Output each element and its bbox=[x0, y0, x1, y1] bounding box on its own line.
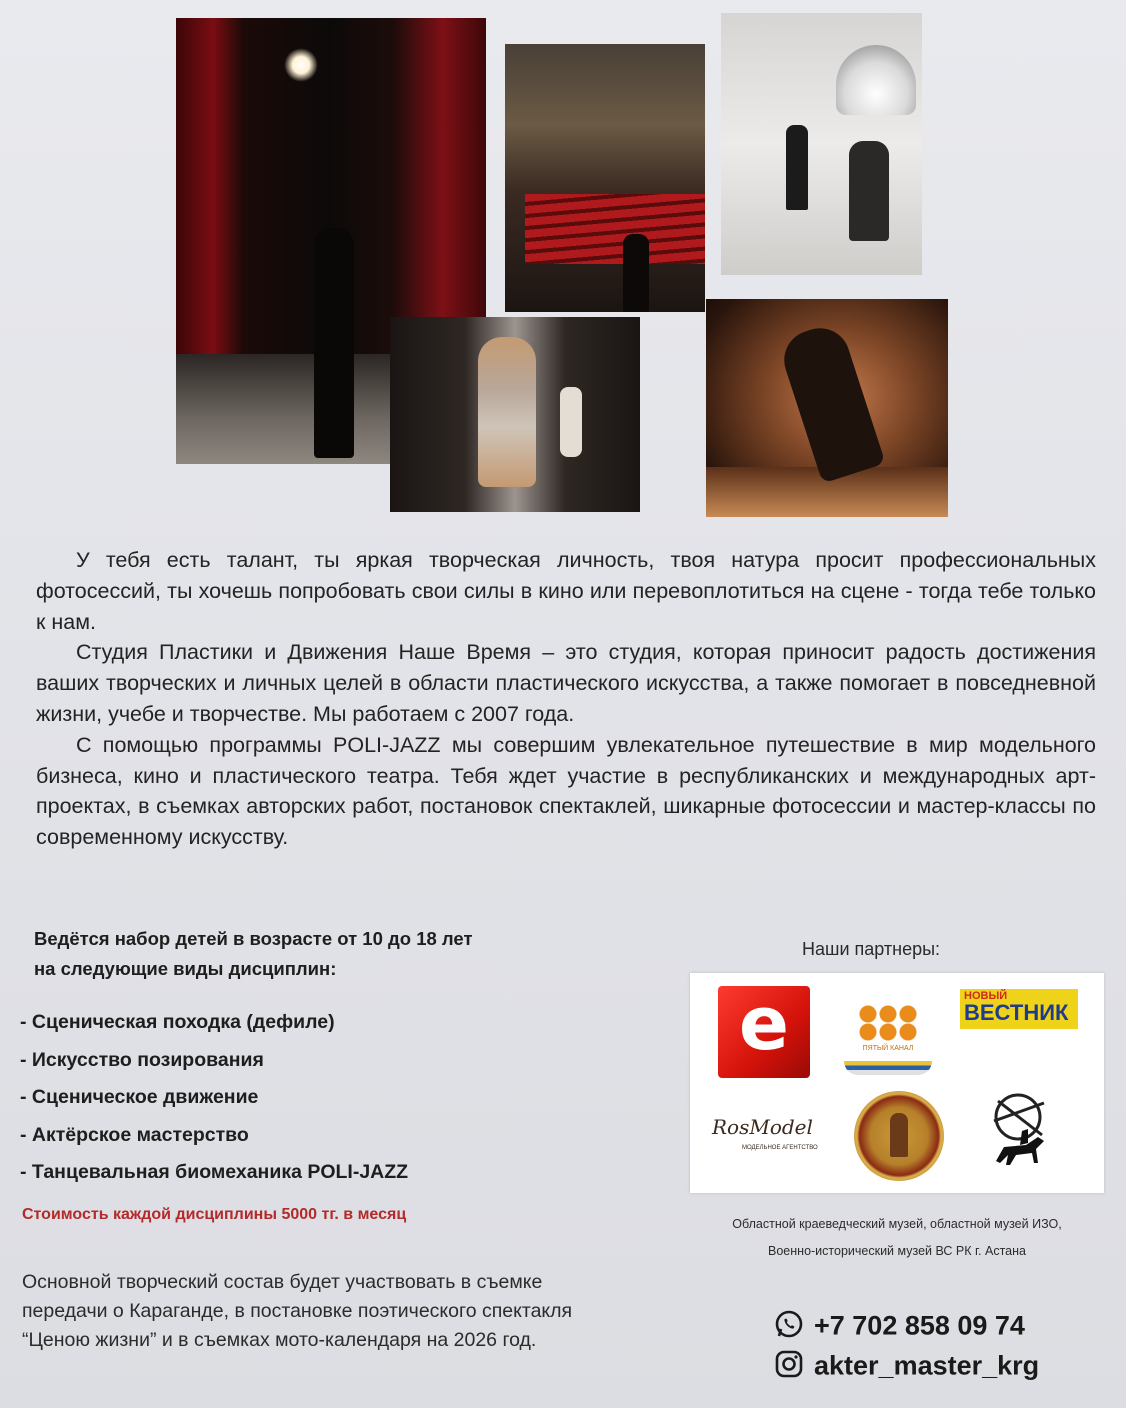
photo-runway-model bbox=[390, 317, 640, 512]
phone-contact[interactable] bbox=[774, 1309, 1025, 1346]
spotlight bbox=[284, 48, 318, 82]
museum-statue-icon bbox=[890, 1113, 908, 1157]
museum-caption-line-1: Областной краеведческий музей, областной музей ИЗО, bbox=[732, 1217, 1062, 1231]
novy-vestnik-main: ВЕСТНИК bbox=[964, 1000, 1069, 1025]
channel-e-logo bbox=[718, 981, 810, 1078]
five-channel-dots bbox=[858, 1005, 918, 1041]
performer-silhouette bbox=[314, 228, 354, 458]
list-item: - Сценическое движение bbox=[20, 1086, 259, 1108]
enrollment-heading bbox=[34, 924, 654, 984]
novy-vestnik-logo bbox=[960, 989, 1078, 1029]
instagram-contact[interactable] bbox=[774, 1349, 1039, 1386]
enrollment-line-1: Ведётся набор детей в возрасте от 10 до 18 лет bbox=[34, 928, 473, 949]
theatre-seats bbox=[525, 194, 705, 264]
rosmodel-logo bbox=[712, 1111, 822, 1157]
photo-theatre-hall bbox=[505, 44, 705, 312]
runway-model-back bbox=[560, 387, 582, 457]
performance-note: Основной творческий состав будет участвовать в съемке передачи о Караганде, в постановке поэтического спектакля “Ценою жизни” и в съемках мото-календаря на 2026 год. bbox=[22, 1271, 573, 1351]
intro-paragraph-2: Студия Пластики и Движения Наше Время – это студия, которая приносит радость достижения ваших творческих и личных целей в области пластического искусства, а также помогает в повседневной жизни, учебе и творчестве. Мы работаем с 2007 года. bbox=[36, 640, 1096, 726]
horse-rider-logo bbox=[986, 1091, 1056, 1171]
phone-number: +7 702 858 09 74 bbox=[814, 1310, 1025, 1341]
museum-caption-line-2: Военно-исторический музей ВС РК г. Астана bbox=[768, 1244, 1026, 1258]
enrollment-line-2: на следующие виды дисциплин: bbox=[34, 958, 337, 979]
price-text: Стоимость каждой дисциплины 5000 тг. в месяц bbox=[22, 1206, 407, 1223]
list-item: - Искусство позирования bbox=[20, 1048, 264, 1071]
rosmodel-subtitle: МОДЕЛЬНОЕ АГЕНТСТВО bbox=[742, 1145, 818, 1151]
museum-caption bbox=[690, 1211, 1104, 1265]
novy-vestnik-top: НОВЫЙ bbox=[964, 990, 1008, 1002]
discipline-list bbox=[20, 1004, 408, 1192]
channel-e-letter: е bbox=[738, 981, 790, 1067]
intro-text bbox=[36, 545, 1096, 853]
dancer-silhouette bbox=[776, 320, 885, 483]
five-channel-flag bbox=[844, 1061, 932, 1075]
partners-title: Наши партнеры: bbox=[802, 939, 941, 959]
five-channel-label: ПЯТЫЙ КАНАЛ bbox=[862, 1045, 914, 1052]
whatsapp-icon bbox=[774, 1309, 804, 1346]
intro-paragraph-3: С помощью программы POLI-JAZZ мы совершим увлекательное путешествие в мир модельного бизнеса, кино и пластического театра. Тебя ждет участие в республиканских и международных арт-проектах, в съемках авторских работ, постановок спектаклей, шикарные фотосессии и мастер-классы по современному искусству. bbox=[36, 732, 1096, 850]
photo-dancers bbox=[706, 299, 948, 517]
horse-rider-icon bbox=[986, 1091, 1056, 1171]
intro-paragraph-1: У тебя есть талант, ты яркая творческая личность, твоя натура просит профессиональных фотосессий, ты хочешь попробовать свои силы в кино или перевоплотиться на сцене - тогда тебе только к нам. bbox=[36, 548, 1096, 634]
instagram-handle: akter_master_krg bbox=[814, 1350, 1040, 1381]
list-item: - Сценическая походка (дефиле) bbox=[20, 1011, 335, 1033]
list-item: - Актёрское мастерство bbox=[20, 1123, 249, 1146]
list-item: - Танцевальная биомеханика POLI-JAZZ bbox=[20, 1161, 409, 1183]
studio-light bbox=[836, 45, 916, 115]
rosmodel-wordmark: RosModel bbox=[712, 1115, 813, 1139]
model-silhouette bbox=[786, 125, 808, 210]
instagram-icon bbox=[774, 1349, 804, 1386]
runway-model bbox=[478, 337, 536, 487]
museum-emblem-logo bbox=[854, 1091, 944, 1181]
person-silhouette bbox=[623, 234, 649, 312]
photographer-silhouette bbox=[849, 141, 889, 241]
partners-logos-panel bbox=[690, 973, 1104, 1193]
photo-photo-studio bbox=[721, 13, 922, 275]
five-channel-logo bbox=[838, 997, 938, 1083]
